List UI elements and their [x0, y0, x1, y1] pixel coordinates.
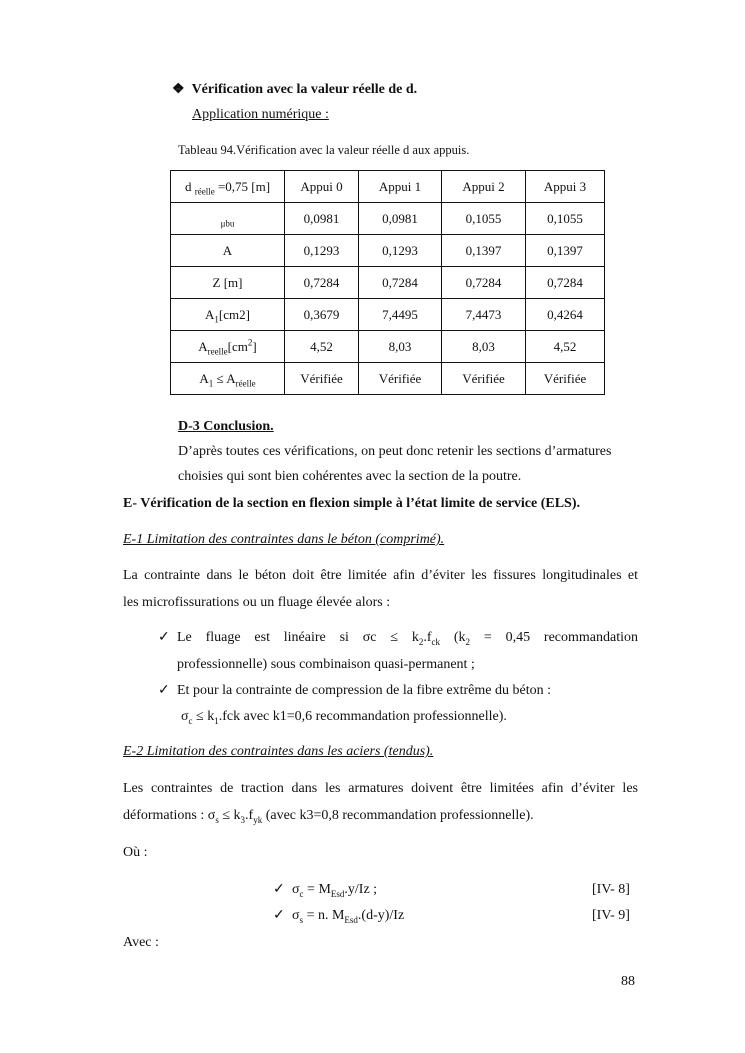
- header-cell: Appui 3: [526, 171, 605, 203]
- table-row: [171, 235, 605, 267]
- text-segment: σ: [181, 709, 189, 724]
- table-cell: 4,52: [285, 331, 359, 363]
- row-label: [171, 363, 285, 395]
- table-cell: Vérifiée: [359, 363, 442, 395]
- table-cell: 0,1055: [526, 203, 605, 235]
- check-icon: ✓: [273, 882, 285, 897]
- section-heading-text: Vérification avec la valeur réelle de d.: [191, 82, 418, 97]
- table-cell: 0,0981: [359, 203, 442, 235]
- text-segment: =0,75 [m]: [214, 178, 271, 194]
- table-cell: 0,1055: [442, 203, 526, 235]
- table-cell: 0,7284: [442, 267, 526, 299]
- subscript: Esd: [330, 888, 345, 899]
- application-label: Application numérique :: [192, 107, 329, 122]
- conclusion-line: D’après toutes ces vérifications, on peut donc retenir les sections d’armatures: [178, 444, 612, 459]
- table-cell: 0,7284: [359, 267, 442, 299]
- text-segment: = M: [303, 882, 331, 897]
- subscript: s: [299, 914, 304, 925]
- equation-ref: [IV- 8]: [592, 882, 630, 897]
- table-cell: 8,03: [442, 331, 526, 363]
- text-segment: [cm: [227, 338, 248, 354]
- table-cell: 7,4495: [359, 299, 442, 331]
- superscript: 2: [247, 337, 253, 348]
- table-header-row: [171, 171, 605, 203]
- check-icon: ✓: [158, 630, 170, 645]
- text-segment: ]: [252, 338, 257, 354]
- subscript: μbu: [220, 218, 235, 229]
- text-segment: d: [184, 178, 195, 194]
- section-heading: [172, 81, 417, 99]
- check-icon: ✓: [158, 683, 170, 698]
- text-segment: .f: [245, 808, 254, 823]
- table-cell: Vérifiée: [442, 363, 526, 395]
- table-caption: Tableau 94.Vérification avec la valeur réelle d aux appuis.: [178, 143, 470, 157]
- text-segment: .(d-y)/Iz: [357, 908, 405, 923]
- table-cell: 7,4473: [442, 299, 526, 331]
- equation-formula: [292, 881, 377, 899]
- text-segment: = 0,45 recommandation: [470, 630, 638, 645]
- check-icon: ✓: [273, 908, 285, 923]
- bullet1-line2: professionnelle) sous combinaison quasi-permanent ;: [177, 657, 475, 672]
- header-cell: Appui 2: [442, 171, 526, 203]
- table-cell: 0,7284: [526, 267, 605, 299]
- table-cell: 0,1293: [359, 235, 442, 267]
- text-segment: (avec k3=0,8 recommandation professionnelle).: [262, 808, 534, 823]
- header-cell: Appui 0: [285, 171, 359, 203]
- row-label: [171, 203, 285, 235]
- text-segment: .y/Iz ;: [344, 882, 378, 897]
- ou-label: Où :: [123, 845, 148, 860]
- subscript: 3: [240, 814, 246, 825]
- row-label: [171, 331, 285, 363]
- e1-paragraph-line: La contrainte dans le béton doit être limitée afin d’éviter les fissures longitudinales et: [123, 568, 638, 583]
- subscript: 1: [214, 314, 219, 325]
- table-row: [171, 267, 605, 299]
- table-cell: 4,52: [526, 331, 605, 363]
- table-cell: Vérifiée: [285, 363, 359, 395]
- text-segment: A: [205, 306, 215, 322]
- verification-table: [170, 170, 605, 395]
- text-segment: σ: [292, 882, 300, 897]
- table-cell: 0,1397: [526, 235, 605, 267]
- header-cell: [171, 171, 285, 203]
- table-row: [171, 331, 605, 363]
- row-label: [171, 235, 285, 267]
- bullet2-line1: Et pour la contrainte de compression de la fibre extrême du béton :: [177, 683, 551, 698]
- table-cell: 8,03: [359, 331, 442, 363]
- text-segment: = n. M: [303, 908, 345, 923]
- e2-paragraph-line: Les contraintes de traction dans les armatures doivent être limitées afin d’éviter les: [123, 781, 638, 796]
- subscript: réelle: [194, 186, 215, 197]
- e1-paragraph-line: les microfissurations ou un fluage élevée alors :: [123, 595, 391, 610]
- table-cell: 0,7284: [285, 267, 359, 299]
- header-cell: Appui 1: [359, 171, 442, 203]
- text-segment: (k: [440, 630, 466, 645]
- row-label: [171, 267, 285, 299]
- text-segment: ≤ k: [218, 808, 241, 823]
- subscript: ck: [431, 636, 441, 647]
- table-cell: 0,3679: [285, 299, 359, 331]
- e1-title: E-1 Limitation des contraintes dans le béton (comprimé).: [123, 532, 445, 547]
- text-segment: [cm2]: [218, 306, 250, 322]
- text-segment: Le fluage est linéaire si σc ≤ k: [177, 630, 419, 645]
- bullet2-line2: [181, 708, 507, 726]
- subscript: 1: [214, 715, 219, 726]
- row-label: [171, 299, 285, 331]
- subscript: 2: [465, 636, 471, 647]
- subscript: c: [188, 715, 193, 726]
- equation-formula: [292, 907, 404, 925]
- text-segment: A: [222, 242, 233, 258]
- e2-title: E-2 Limitation des contraintes dans les aciers (tendus).: [123, 744, 434, 759]
- e2-paragraph-line: [123, 807, 534, 825]
- subscript: c: [299, 888, 304, 899]
- text-segment: ≤ k: [192, 709, 215, 724]
- text-segment: déformations : σ: [123, 808, 216, 823]
- diamond-bullet-icon: ❖: [172, 82, 185, 97]
- table-row: [171, 299, 605, 331]
- subscript: 2: [418, 636, 424, 647]
- subscript: s: [215, 814, 219, 825]
- table-cell: Vérifiée: [526, 363, 605, 395]
- page-number: 88: [621, 974, 635, 989]
- table-cell: 0,1397: [442, 235, 526, 267]
- bullet1-line1: [177, 629, 638, 647]
- subscript: 1: [208, 378, 214, 389]
- subscript: reelle: [207, 346, 228, 357]
- text-segment: ≤ A: [213, 370, 236, 386]
- table-cell: 0,1293: [285, 235, 359, 267]
- subscript: Esd: [344, 914, 358, 925]
- table-row: [171, 203, 605, 235]
- conclusion-line: choisies qui sont bien cohérentes avec la section de la poutre.: [178, 469, 522, 484]
- equation-ref: [IV- 9]: [592, 908, 630, 923]
- text-segment: .fck avec k1=0,6 recommandation professionnelle).: [218, 709, 507, 724]
- avec-label: Avec :: [123, 935, 159, 950]
- text-segment: A: [199, 370, 209, 386]
- table-row: [171, 363, 605, 395]
- text-segment: .f: [423, 630, 432, 645]
- table-cell: 0,4264: [526, 299, 605, 331]
- subscript: réelle: [235, 378, 256, 389]
- table-cell: 0,0981: [285, 203, 359, 235]
- text-segment: σ: [292, 908, 300, 923]
- conclusion-title: D-3 Conclusion.: [178, 419, 274, 434]
- text-segment: Z [m]: [212, 274, 243, 290]
- section-e-title: E- Vérification de la section en flexion simple à l’état limite de service (ELS).: [123, 496, 580, 511]
- subscript: yk: [253, 814, 263, 825]
- text-segment: A: [198, 338, 208, 354]
